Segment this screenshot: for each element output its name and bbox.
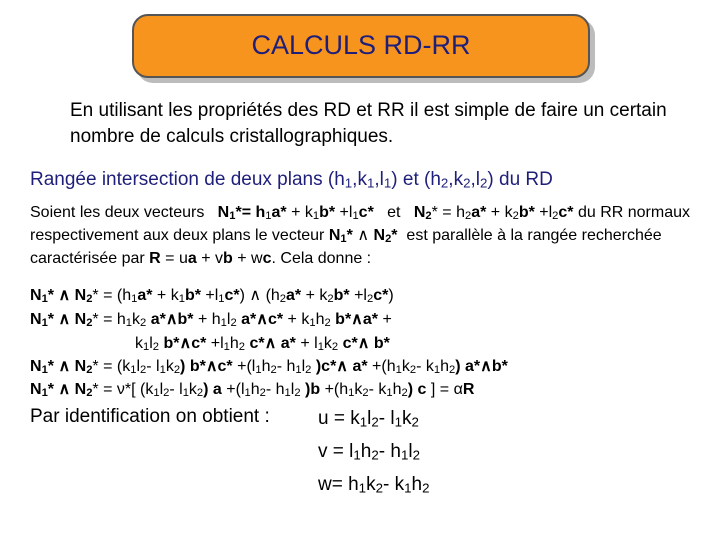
page-title: CALCULS RD-RR [251, 30, 471, 60]
result-w: $w= h_1k_2-$ $k_1h_2$ [318, 474, 430, 496]
equation-line-4: $N_1*$ ∧ $N_2* = (k_1l_2-$ $l_1k_2$) b*∧c* $+(l_1h_2-$ $h_1l_2$ )c*∧ $a* +(h_1k_2-$ $k_1h_2$) a*∧b* [30, 358, 508, 377]
definition-paragraph: Soient les deux vecteurs $N_1*= h_1a* + k_1b* +l_1c*$ et $N_2* = h_2a* + k_2b* +l_2c*$ du RR normaux respectivement aux deux plans le vecteur $N_1*$ ∧ $N_2*$ est parallèle à la rangée recherchée caractérisée par R = ua + vb + wc. Cela donne : [30, 204, 691, 267]
result-v: $v = l_1h_2-$ $h_1l_2$ [318, 441, 420, 463]
equation-line-5: $N_1*$ ∧ $N_2* = \nu*$[ ($k_1l_2-$ $l_1k_2$) $a +(l_1h_2-$ $h_1l_2$ )$b +(h_1k_2-$ $k_1h_2$) c ] = αR [30, 381, 475, 400]
section-heading: Rangée intersection de deux plans $(h_1,k_1,l_1)$ et $(h_2,k_2,l_2)$ du RD [30, 169, 553, 191]
intro-text: En utilisant les propriétés des RD et RR il est simple de faire un certain nombre de calculs cristallographiques. [70, 100, 667, 147]
title-box [132, 14, 590, 78]
equation-line-1: $N_1*$ ∧ $N_2* = (h_1a* + k_1b* +l_1c*)$ ∧ $(h_2a* + k_2b* +l_2c*)$ [30, 287, 394, 306]
result-u: $u = k_1l_2-$ $l_1k_2$ [318, 408, 419, 430]
equation-line-2: $N_1*$ ∧ $N_2* = h_1k_2$ a*∧b* + $h_1l_2$ a*∧c* + $k_1h_2$ b*∧a* + [30, 311, 392, 330]
equation-line-3: $k_1l_2$ b*∧c* $+l_1h_2$ c*∧ $a* + l_1k_2$ c*∧ b* [135, 335, 390, 354]
conclusion-label: Par identification on obtient : [30, 406, 270, 427]
